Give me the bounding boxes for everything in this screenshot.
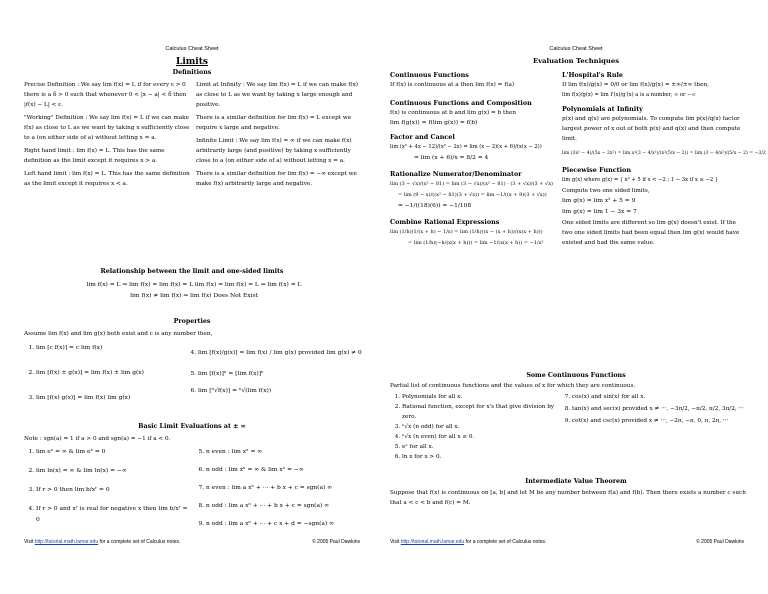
page-header: Calculus Cheat Sheet: [549, 46, 603, 52]
section-heading-ivt: Intermediate Value Theorem: [525, 478, 627, 485]
basic-limit-item: 8. n odd : lim a xⁿ + ··· + b x + c = sgn(a) ∞: [206, 501, 366, 512]
factor-equation-1: lim (x² + 4x − 12)/(x² − 2x) = lim (x − 2)(x + 6)/(x(x − 2)): [390, 144, 542, 150]
definitions-right-column: [196, 80, 360, 192]
rationalize-equation-1: lim (3 − √x)/(x² − 81) = lim (3 − √x)/(x² − 81) · (3 + √x)/(3 + √x): [390, 181, 553, 187]
precise-definition: Precise Definition : We say lim f(x) = L if for every ε > 0 there is a δ > 0 such that whenever 0 < |x − a| < δ then |f(x) − L| < ε.: [24, 82, 187, 108]
relationship-line: lim f(x) = L ⇒ lim f(x) = lim f(x) = L lim f(x) = lim f(x) = L ⇒ lim f(x) = L: [86, 282, 302, 288]
combine-equation-2: = lim (1/h)(−h/(x(x + h))) = lim −1/(x(x + h)) = −1/x²: [408, 240, 544, 246]
property-item: 5. lim [f(x)]ⁿ = [lim f(x)]ⁿ: [198, 369, 364, 380]
property-item: 1. lim [c f(x)] = c lim f(x): [36, 343, 184, 354]
properties-right-list: [186, 348, 364, 400]
relationship-line: lim f(x) ≠ lim f(x) ⇒ lim f(x) Does Not Exist: [130, 293, 258, 299]
limit-neg-infinity: There is a similar definition for lim f(x) = L except we require x large and negative.: [196, 115, 352, 131]
footer-copyright: © 2005 Paul Dawkins: [312, 539, 360, 545]
composition-text: f(x) is continuous at b and lim g(x) = b then: [390, 110, 516, 116]
piecewise-limit-1: lim g(x) = lim x² + 5 = 9: [562, 198, 636, 204]
footer-copyright: © 2005 Paul Dawkins: [696, 539, 744, 545]
footer-suffix: for a complete set of Calculus notes.: [98, 539, 181, 545]
page-header: Calculus Cheat Sheet: [165, 46, 219, 52]
basic-limit-item: 5. n even : lim xⁿ = ∞: [206, 447, 366, 458]
continuous-item: 8. tan(x) and sec(x) provided x ≠ ···, −3π/2, −π/2, π/2, 3π/2, ···: [572, 404, 746, 414]
continuous-functions-intro: Partial list of continuous functions and the values of x for which they are continuous.: [390, 383, 636, 389]
property-item: 4. lim [f(x)/g(x)] = lim f(x) / lim g(x) provided lim g(x) ≠ 0: [198, 348, 364, 359]
continuous-item: 9. cot(x) and csc(x) provided x ≠ ···, −2π, −π, 0, π, 2π, ···: [572, 416, 746, 426]
footer-prefix: Visit: [390, 539, 401, 545]
continuous-item: 2. Rational function, except for x's that give division by zero.: [402, 402, 560, 422]
continuous-item: 6. ln x for x > 0.: [402, 452, 560, 462]
continuous-functions-right-list: [560, 392, 746, 429]
property-item: 6. lim [ⁿ√f(x)] = ⁿ√(lim f(x)): [198, 386, 364, 397]
heading-combine-rational: Combine Rational Expressions: [390, 218, 500, 226]
combine-equation-1: lim (1/h)(1/(x + h) − 1/x) = lim (1/h)((x − (x + h))/(x(x + h))): [390, 229, 543, 235]
piecewise-text: Compute two one sided limits,: [562, 188, 650, 194]
property-item: 3. lim [f(x) g(x)] = lim f(x) lim g(x): [36, 393, 184, 404]
continuous-item: 4. ⁿ√x (n even) for all x ≥ 0.: [402, 432, 560, 442]
footer-link[interactable]: http://tutorial.math.lamar.edu: [400, 539, 465, 545]
property-item: 2. lim [f(x) ± g(x)] = lim f(x) ± lim g(x): [36, 368, 184, 379]
heading-piecewise: Piecewise Function: [562, 166, 631, 174]
infinite-limit: Infinite Limit : We say lim f(x) = ∞ if we can make f(x) arbitrarily large (and positive) by taking x sufficiently close to a (on either side of a) without letting x = a.: [196, 138, 352, 164]
continuous-item: 1. Polynomials for all x.: [402, 392, 560, 402]
heading-factor-cancel: Factor and Cancel: [390, 133, 455, 141]
heading-continuous-functions: Continuous Functions: [390, 71, 469, 79]
piecewise-equation: lim g(x) where g(x) = { x² + 5 if x < −2 ; 1 − 3x if x ≥ −2 }: [562, 177, 719, 183]
properties-left-list: [24, 343, 184, 407]
right-hand-limit: Right hand limit : lim f(x) = L. This has the same definition as the limit except it requires x > a.: [24, 148, 165, 164]
techniques-left-column: [390, 67, 562, 249]
section-heading-basic-limits: Basic Limit Evaluations at ± ∞: [138, 423, 246, 430]
page-title: Limits: [176, 57, 208, 67]
factor-equation-2: = lim (x + 6)/x = 8/2 = 4: [414, 155, 489, 161]
basic-limit-item: 3. If r > 0 then lim b/xʳ = 0: [36, 485, 192, 496]
definitions-left-column: [24, 80, 190, 192]
rationalize-equation-3: = −1/((18)(6)) = −1/108: [398, 203, 472, 209]
limit-at-infinity: Limit at Infinity : We say lim f(x) = L if we can make f(x) as close to L as we want by taking x large enough and positive.: [196, 82, 359, 108]
footer-prefix: Visit: [24, 539, 35, 545]
right-page: [384, 0, 768, 594]
page-title: Evaluation Techniques: [532, 57, 620, 65]
lhospital-text-1: If lim f(x)/g(x) = 0/0 or lim f(x)/g(x) = ±∞/±∞ then,: [562, 82, 709, 88]
ivt-text: Suppose that f(x) is continuous on [a, b] and let M be any number between f(a) and f(b). Then there exists a number c such that a < c < b and f(c) = M.: [390, 490, 746, 506]
basic-limit-item: 2. lim ln(x) = ∞ & lim ln(x) = −∞: [36, 466, 192, 477]
relationship-equations: [24, 280, 364, 302]
composition-equation: lim f(g(x)) = f(lim g(x)) = f(b): [390, 120, 478, 126]
working-definition: "Working" Definition : We say lim f(x) = L if we can make f(x) as close to L as we want by taking x sufficiently close to a (on either side of a) without letting x = a.: [24, 115, 190, 141]
polynomials-text: p(x) and q(x) are polynomials. To compute lim p(x)/q(x) factor largest power of x out of both p(x) and q(x) and then compute limit.: [562, 116, 741, 142]
section-heading-continuous-functions: Some Continuous Functions: [526, 372, 626, 379]
basic-limit-item: 4. If r > 0 and xʳ is real for negative x then lim b/xʳ = 0: [36, 504, 192, 526]
page-footer: [24, 539, 360, 545]
basic-limits-note: Note : sgn(a) = 1 if a > 0 and sgn(a) = −1 if a < 0.: [24, 436, 171, 442]
footer-link[interactable]: http://tutorial.math.lamar.edu: [34, 539, 99, 545]
continuous-item: 5. eˣ for all x.: [402, 442, 560, 452]
heading-rationalize: Rationalize Numerator/Denominator: [390, 170, 522, 178]
continuous-text: If f(x) is continuous at a then lim f(x) = f(a): [390, 82, 515, 88]
heading-polynomials-infinity: Polynomials at Infinity: [562, 105, 643, 113]
basic-limit-item: 9. n odd : lim a xⁿ + ··· + c x + d = −sgn(a) ∞: [206, 519, 366, 530]
page-footer: [390, 539, 744, 545]
continuous-item: 7. cos(x) and sin(x) for all x.: [572, 392, 746, 402]
basic-limits-left-list: [24, 447, 192, 529]
piecewise-limit-2: lim g(x) = lim 1 − 3x = 7: [562, 209, 637, 215]
techniques-right-column: [562, 67, 766, 248]
section-heading-relationship: Relationship between the limit and one-sided limits: [100, 268, 284, 275]
basic-limit-item: 1. lim eˣ = ∞ & lim eˣ = 0: [36, 447, 192, 458]
polynomials-equation: lim (3x² − 4)/(5x − 2x²) = lim x²(3 − 4/x²)/(x²(5/x − 2)) = lim (3 − 4/x²)/(5/x − 2) = −3/2: [562, 151, 766, 156]
heading-composition: Continuous Functions and Composition: [390, 99, 532, 107]
neg-infinite-limit: There is a similar definition for lim f(x) = −∞ except we make f(x) arbitrarily large and negative.: [196, 171, 357, 187]
basic-limit-item: 7. n even : lim a xⁿ + ··· + b x + c = sgn(a) ∞: [206, 483, 366, 494]
basic-limits-right-list: [194, 447, 366, 533]
lhospital-text-2: lim f(x)/g(x) = lim f′(x)/g′(x) a is a number, ∞ or −∞: [562, 92, 696, 98]
left-hand-limit: Left hand limit : lim f(x) = L. This has the same definition as the limit except it requires x < a.: [24, 171, 190, 187]
heading-lhospital: L'Hospital's Rule: [562, 71, 623, 79]
properties-intro: Assume lim f(x) and lim g(x) both exist and c is any number then,: [24, 331, 213, 337]
basic-limit-item: 6. n odd : lim xⁿ = ∞ & lim xⁿ = −∞: [206, 465, 366, 476]
footer-suffix: for a complete set of Calculus notes.: [464, 539, 547, 545]
continuous-item: 3. ⁿ√x (n odd) for all x.: [402, 422, 560, 432]
piecewise-conclusion: One sided limits are different so lim g(x) doesn't exist. If the two one sided limits had been equal then lim g(x) would have existed and had the same value.: [562, 220, 740, 246]
continuous-functions-left-list: [390, 392, 560, 465]
rationalize-equation-2: = lim (9 − x)/((x² − 81)(3 + √x)) = lim −1/((x + 9)(3 + √x)): [398, 192, 547, 198]
section-heading-properties: Properties: [173, 318, 211, 325]
section-heading-definitions: Definitions: [172, 69, 212, 76]
